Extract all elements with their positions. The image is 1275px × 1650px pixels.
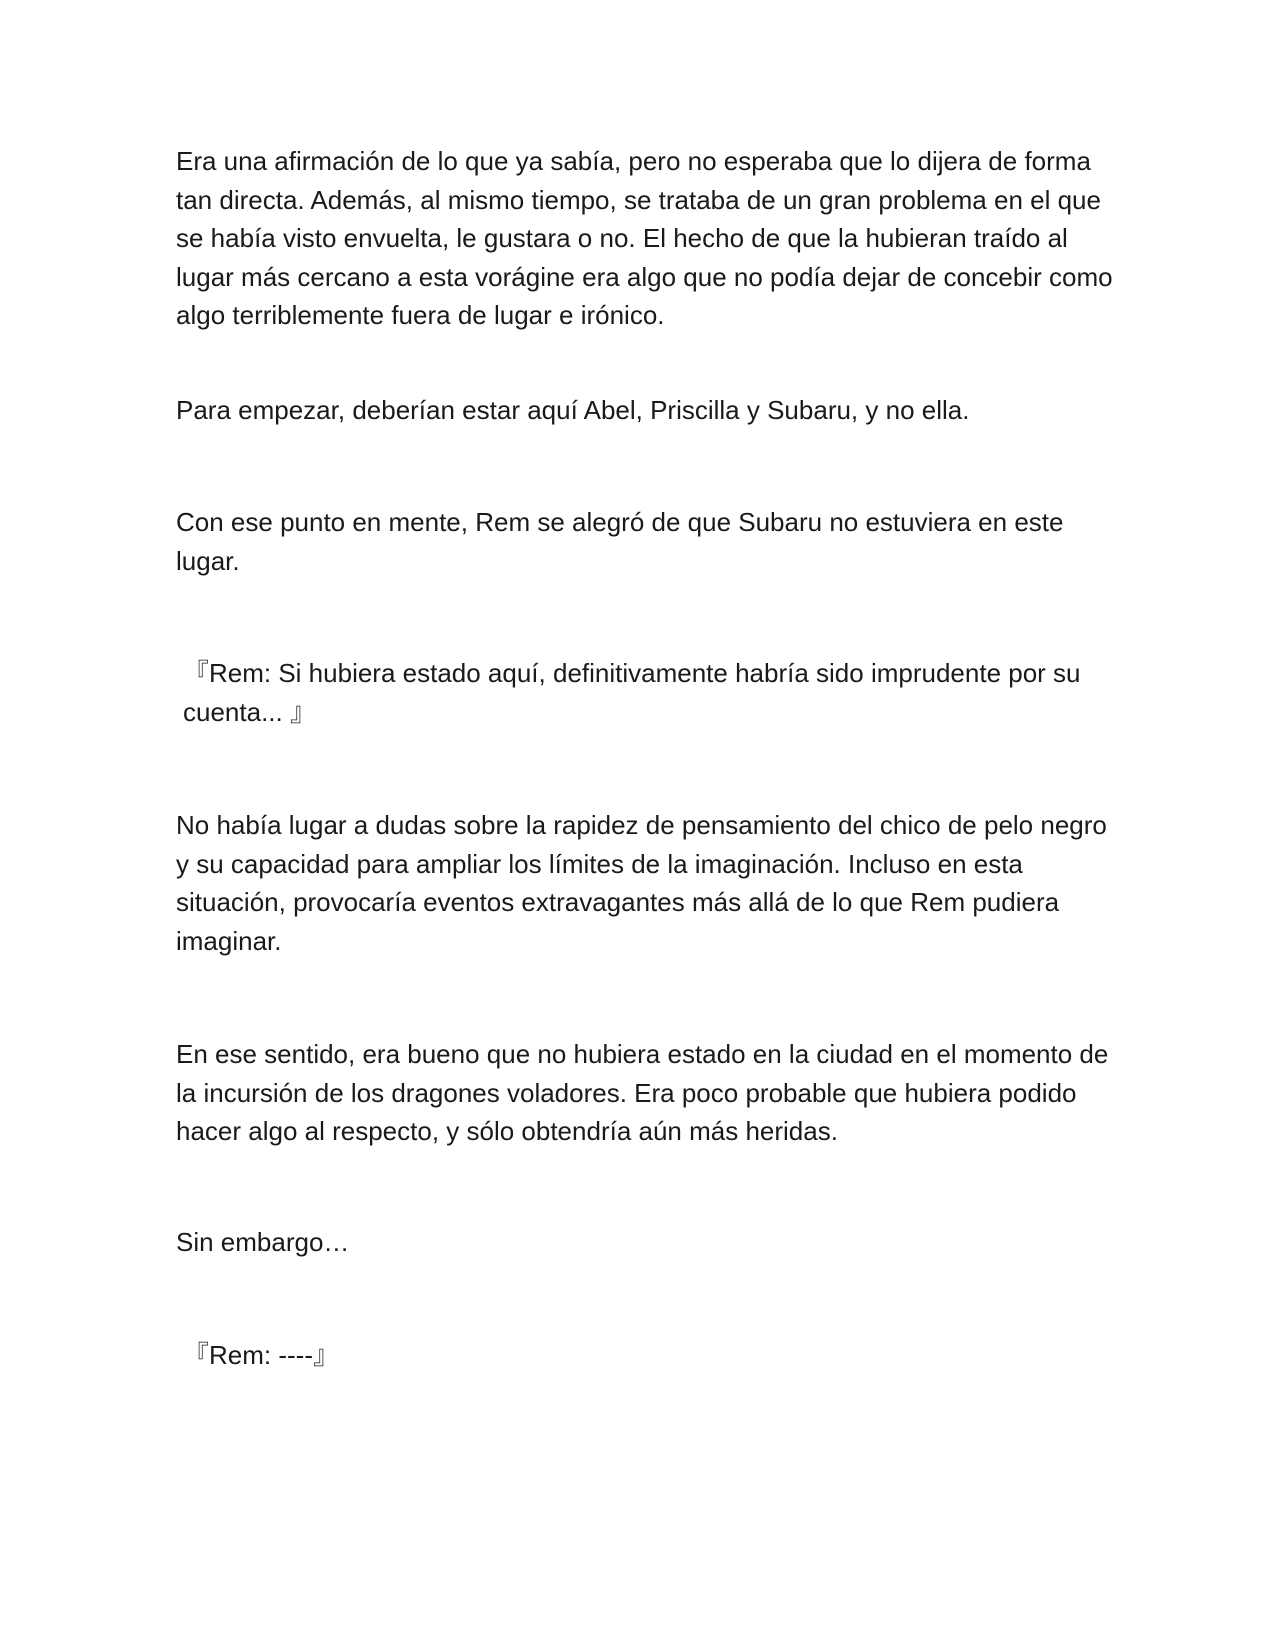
paragraph-6: Sin embargo… bbox=[176, 1227, 350, 1257]
dialogue-line-2: 『Rem: ----』 bbox=[183, 1340, 339, 1370]
paragraph-2: Para empezar, deberían estar aquí Abel, Priscilla y Subaru, y no ella. bbox=[176, 395, 970, 425]
paragraph-1: Era una afirmación de lo que ya sabía, pero no esperaba que lo dijera de forma tan directa. Además, al mismo tiempo, se trataba de un gran problema en el que se había visto envuelta, le gustara o no. El hecho de que la hubieran traído al lugar más cercano a esta vorágine era algo que no podía dejar de concebir como algo terriblemente fuera de lugar e irónico. bbox=[176, 146, 1113, 330]
paragraph-3: Con ese punto en mente, Rem se alegró de que Subaru no estuviera en este lugar. bbox=[176, 507, 1064, 576]
dialogue-line-1: 『Rem: Si hubiera estado aquí, definitivamente habría sido imprudente por su cuenta... 』 bbox=[183, 658, 1081, 727]
paragraph-5: En ese sentido, era bueno que no hubiera estado en la ciudad en el momento de la incursión de los dragones voladores. Era poco probable que hubiera podido hacer algo al respecto, y sólo obtendría aún más heridas. bbox=[176, 1039, 1109, 1146]
paragraph-4: No había lugar a dudas sobre la rapidez de pensamiento del chico de pelo negro y su capacidad para ampliar los límites de la imaginación. Incluso en esta situación, provocaría eventos extravagantes más allá de lo que Rem pudiera imaginar. bbox=[176, 810, 1107, 956]
